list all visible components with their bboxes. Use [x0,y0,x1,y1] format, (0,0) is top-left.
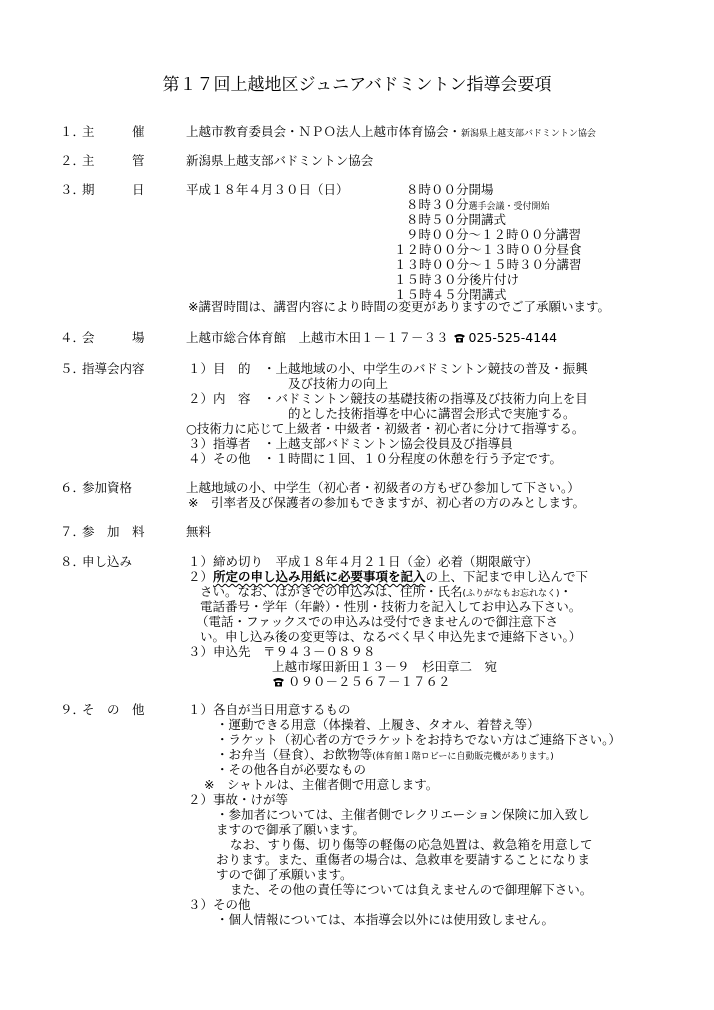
document-title: 第１７回上越地区ジュニアバドミントン指導会要項 [162,75,552,95]
other-text: ・お弁当（昼食）、お飲物等 [216,747,373,762]
other-line: ※ シャトルは、主催者側で用意します。 [204,777,439,792]
host-main: 上越市教育委員会・ＮＰＯ法人上越市体育協会・ [186,124,462,139]
host-small: 新潟県上越支部バドミントン協会 [461,129,596,139]
other-line: ・その他各自が必要なもの [216,762,367,777]
section-4-label: 会 場 [82,330,145,345]
application-text: ２） [188,569,214,584]
schedule-item: ８時００分開場 [406,182,494,197]
content-line: ○技術力に応じて上級者・中級者・初級者・初心者に分けて指導する。 [186,421,585,436]
section-8-label: 申し込み [82,554,133,569]
schedule-item: １５時３０分後片付け [394,272,520,287]
application-address-header: ３）申込先 〒９４３－０８９８ [188,644,376,659]
eligibility-line: 上越地域の小、中学生（初心者・初級者の方もぜひ参加して下さい。） [186,480,580,495]
application-text: さい。なお、はがきでの申込みは、住所・氏名 [200,584,463,599]
event-date: 平成１８年４月３０日（日） [186,182,349,197]
section-6-number: ６． [60,480,86,495]
section-7-label: 参 加 料 [82,524,145,539]
content-line: ２）内 容 ・バドミントン競技の基礎技術の指導及び技術力向上を目 [188,391,588,406]
section-5-label: 指導会内容 [82,361,145,376]
other-line: ・参加者については、主催者側でレクリエーション保険に加入致し [216,807,590,822]
other-line: ・ラケット（初心者の方でラケットをお持ちでない方はご連絡下さい。） [216,732,621,747]
other-line: おります。また、重傷者の場合は、急救車を要請することになりま [216,852,591,867]
application-line: い。申し込み後の変更等は、なるべく早く申込先まで連絡下さい。） [200,629,582,644]
other-line: ・運動できる用意（体操着、上履き、タオル、着替え等） [216,717,540,732]
application-deadline: １）締め切り 平成１８年４月２１日（金）必着（期限厳守） [188,554,539,569]
schedule-item: １５時４５分閉講式 [394,287,507,302]
other-line: ・個人情報については、本指導会以外には使用致しません。 [216,912,555,927]
section-3-label: 期 日 [82,182,145,197]
other-line: ３）その他 [188,897,251,912]
application-text: の上、下記まで申し込んで下 [425,569,589,584]
schedule-small: 選手会議・受付開始 [468,202,550,212]
content-line: ４）その他 ・１時間に１回、１０分程度の休憩を行う予定です。 [188,451,563,466]
venue-address: 上越市総合体育館 上越市木田１－１７－３３ [186,330,449,345]
schedule-item: １３時００分～１５時３０分講習 [394,257,582,272]
other-line: また、その他の責任等については負えませんので御理解下さい。 [230,882,593,897]
phone-icon [453,333,466,343]
schedule-item: ８時５０分開講式 [406,212,507,227]
content-line: 的とした技術指導を中心に講習会形式で実施する。 [288,406,576,421]
venue-phone: 025-525-4144 [468,330,558,345]
other-line: １）各自が当日用意するもの [188,702,351,717]
application-line: （電話・ファックスでの申込みは受付できませんので御注意下さ [196,614,559,629]
section-7-number: ７． [60,524,86,539]
schedule-item: ９時００分～１２時００分講習 [406,227,582,242]
host-organizations [186,125,596,141]
section-3-number: ３． [60,182,86,197]
application-address: 上越市塚田新田１３－９ 杉田章二 宛 [272,659,498,674]
content-line: 及び技術力の向上 [288,376,389,391]
content-line: １）目 的 ・上越地域の小、中学生のバドミントン競技の普及・振興 [188,361,588,376]
application-emphasis: 所定の申し込み用紙に必要事項を記入 [213,569,426,584]
venue-value [186,331,557,345]
application-line: 電話番号・学年（年齢）・性別・技術力を記入してお申込み下さい。 [200,599,582,614]
application-line [188,570,588,584]
content-line: ３）指導者 ・上越支部バドミントン協会役員及び指導員 [188,436,513,451]
other-small: (体育館１階ロビーに自動販売機があります。) [372,752,554,762]
section-2-number: ２． [60,153,86,168]
fee-value: 無料 [186,524,212,539]
schedule-note: ※講習時間は、講習内容により時間の変更がありますのでご了承願います。 [188,299,610,314]
application-small: (ふりがなもお忘れなく) [462,589,560,599]
section-1-number: １． [60,124,86,139]
section-2-label: 主 管 [82,153,145,168]
other-line: すので御了承願います。 [216,867,353,882]
application-text: ・ [559,584,573,599]
section-4-number: ４． [60,330,86,345]
section-1-label: 主 催 [82,124,145,139]
section-9-number: ９． [60,702,86,717]
section-5-number: ５． [60,361,86,376]
application-phone [272,675,451,689]
section-8-number: ８． [60,554,86,569]
schedule-item: １２時００分～１３時００分昼食 [394,242,582,257]
schedule-time: ８時３０分 [406,197,469,212]
phone-icon [272,677,285,687]
other-line: ますので御承了願います。 [216,822,366,837]
eligibility-line: ※ 引率者及び保護者の参加もできますが、初心者の方のみとします。 [188,495,585,510]
manager-value: 新潟県上越支部バドミントン協会 [186,153,374,168]
application-phone-number: ０９０－２５６７－１７６２ [288,674,451,689]
section-9-label: そ の 他 [82,702,145,717]
other-line: なお、すり傷、切り傷等の軽傷の応急処置は、救急箱を用意して [230,837,593,852]
other-line: ２）事故・けが等 [188,792,289,807]
section-6-label: 参加資格 [82,480,133,495]
